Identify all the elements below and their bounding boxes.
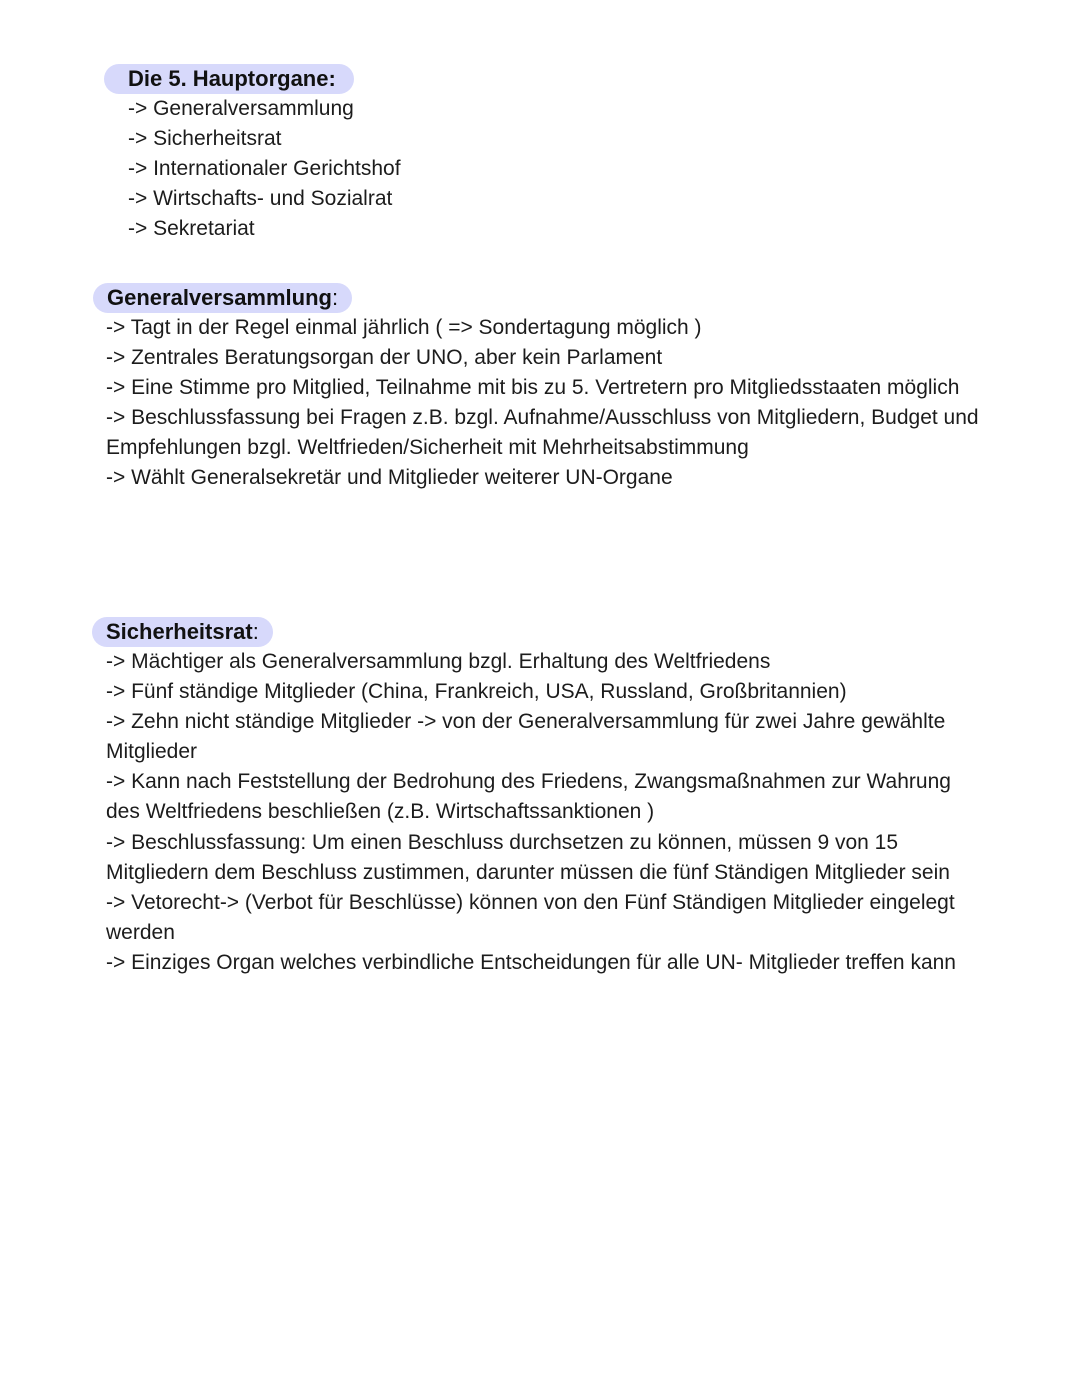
text-line: des Weltfriedens beschließen (z.B. Wirtschaftssanktionen ) — [106, 800, 655, 824]
text-line: Empfehlungen bzgl. Weltfrieden/Sicherheit mit Mehrheitsabstimmung — [106, 436, 749, 460]
list-item: -> Sicherheitsrat — [128, 127, 282, 151]
text-line: -> Wählt Generalsekretär und Mitglieder weiterer UN-Organe — [106, 466, 673, 490]
text-line: -> Eine Stimme pro Mitglied, Teilnahme mit bis zu 5. Vertretern pro Mitgliedsstaaten möglich — [106, 376, 960, 400]
list-hauptorgane — [128, 94, 401, 244]
heading-sicherheitsrat-text: Sicherheitsrat — [106, 619, 253, 644]
text-line: -> Vetorecht-> (Verbot für Beschlüsse) können von den Fünf Ständigen Mitglieder eingelegt — [106, 890, 955, 914]
text-line: -> Mächtiger als Generalversammlung bzgl. Erhaltung des Weltfriedens — [106, 650, 771, 673]
text-line: -> Tagt in der Regel einmal jährlich ( => Sondertagung möglich ) — [106, 316, 702, 339]
section-generalversammlung — [93, 283, 1043, 494]
section-sicherheitsrat — [92, 617, 1042, 978]
text-line: -> Kann nach Feststellung der Bedrohung des Friedens, Zwangsmaßnahmen zur Wahrung — [106, 770, 951, 794]
list-item: -> Sekretariat — [128, 217, 255, 241]
text-line: -> Beschlussfassung bei Fragen z.B. bzgl. Aufnahme/Ausschluss von Mitgliedern, Budget und — [106, 406, 979, 430]
heading-colon: : — [331, 285, 339, 310]
heading-generalversammlung — [93, 283, 352, 313]
text-line: Mitgliedern dem Beschluss zustimmen, darunter müssen die fünf Ständigen Mitglieder sein — [106, 860, 950, 884]
list-item: -> Wirtschafts- und Sozialrat — [128, 187, 393, 211]
text-line: -> Einziges Organ welches verbindliche Entscheidungen für alle UN- Mitglieder treffen kann — [106, 950, 956, 974]
heading-sicherheitsrat — [92, 617, 273, 647]
heading-hauptorgane — [104, 64, 354, 94]
list-generalversammlung — [106, 313, 1043, 494]
list-sicherheitsrat — [106, 647, 1042, 978]
text-line: werden — [106, 920, 175, 944]
text-line: -> Beschlussfassung: Um einen Beschluss durchsetzen zu können, müssen 9 von 15 — [106, 830, 899, 854]
text-line: Mitglieder — [106, 740, 198, 764]
heading-generalversammlung-text: Generalversammlung — [107, 285, 332, 310]
text-line: -> Fünf ständige Mitglieder (China, Frankreich, USA, Russland, Großbritannien) — [106, 680, 847, 704]
heading-colon: : — [252, 619, 259, 644]
heading-hauptorgane-text: Die 5. Hauptorgane: — [128, 66, 336, 91]
list-item: -> Internationaler Gerichtshof — [128, 157, 401, 181]
section-hauptorgane — [104, 64, 401, 244]
list-item: -> Generalversammlung — [128, 97, 354, 120]
text-line: -> Zehn nicht ständige Mitglieder -> von der Generalversammlung für zwei Jahre gewählte — [106, 710, 946, 734]
text-line: -> Zentrales Beratungsorgan der UNO, aber kein Parlament — [106, 346, 663, 370]
